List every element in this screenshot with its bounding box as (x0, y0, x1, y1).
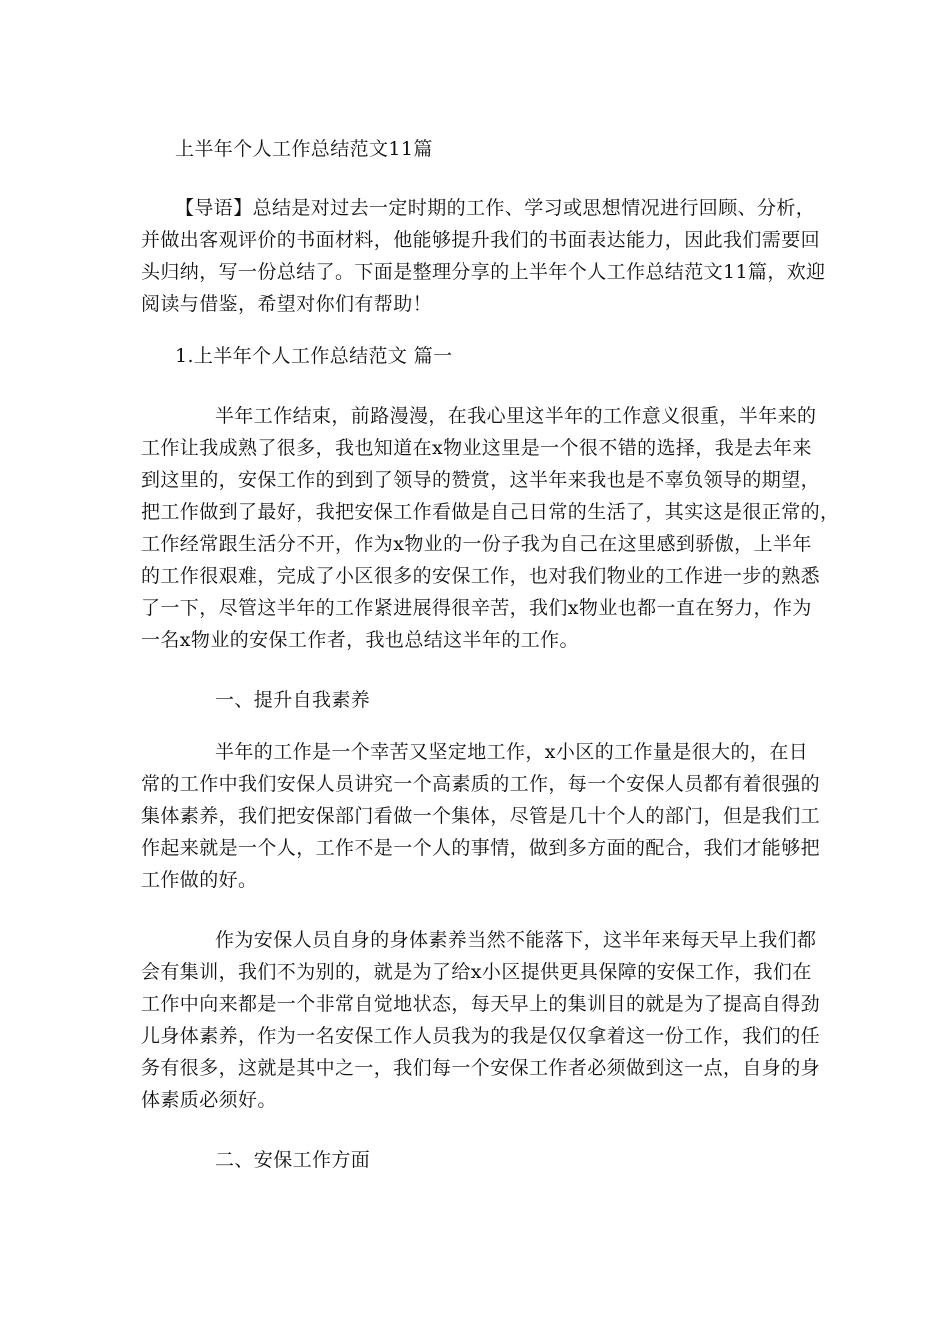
paragraph-3-line-2: 会有集训，我们不为别的，就是为了给x小区提供更具保障的安保工作，我们在 (141, 961, 812, 983)
paragraph-2-line-1: 半年的工作是一个幸苦又坚定地工作，x小区的工作量是很大的，在日 (215, 741, 809, 763)
subheading-2: 二、安保工作方面 (215, 1149, 371, 1171)
document-title: 上半年个人工作总结范文11篇 (175, 138, 433, 160)
paragraph-2-line-2: 常的工作中我们安保人员讲究一个高素质的工作，每一个安保人员都有着很强的 (141, 773, 821, 795)
paragraph-2-line-3: 集体素养，我们把安保部门看做一个集体，尽管是几十个人的部门，但是我们工 (141, 805, 821, 827)
paragraph-1-line-8: 一名x物业的安保工作者，我也总结这半年的工作。 (141, 629, 579, 651)
paragraph-2-line-5: 工作做的好。 (141, 869, 258, 891)
paragraph-1-line-3: 到这里的，安保工作的到到了领导的赞赏，这半年来我也是不辜负领导的期望， (141, 469, 821, 491)
intro-line-2: 并做出客观评价的书面材料，他能够提升我们的书面表达能力，因此我们需要回 (141, 229, 821, 251)
paragraph-1-line-2: 工作让我成熟了很多，我也知道在x物业这里是一个很不错的选择，我是去年来 (141, 437, 812, 459)
paragraph-1-line-7: 了一下，尽管这半年的工作紧进展得很辛苦，我们x物业也都一直在努力，作为 (141, 597, 812, 619)
intro-line-1: 【导语】总结是对过去一定时期的工作、学习或思想情况进行回顾、分析， (175, 197, 816, 219)
paragraph-1-line-4: 把工作做到了最好，我把安保工作看做是自己日常的生活了，其实这是很正常的， (141, 501, 840, 523)
intro-line-4: 阅读与借鉴，希望对你们有帮助！ (141, 293, 433, 315)
paragraph-3-line-1: 作为安保人员自身的身体素养当然不能落下，这半年来每天早上我们都 (215, 929, 817, 951)
paragraph-1-line-6: 的工作很艰难，完成了小区很多的安保工作，也对我们物业的工作进一步的熟悉 (141, 565, 821, 587)
intro-line-3: 头归纳，写一份总结了。下面是整理分享的上半年个人工作总结范文11篇，欢迎 (141, 261, 826, 283)
paragraph-3-line-3: 工作中向来都是一个非常自觉地状态，每天早上的集训目的就是为了提高自得劲 (141, 993, 821, 1015)
paragraph-1-line-5: 工作经常跟生活分不开，作为x物业的一份子我为自己在这里感到骄傲，上半年 (141, 533, 812, 555)
paragraph-1-line-1: 半年工作结束，前路漫漫，在我心里这半年的工作意义很重，半年来的 (215, 405, 817, 427)
subheading-1: 一、提升自我素养 (215, 689, 371, 711)
paragraph-3-line-5: 务有很多，这就是其中之一，我们每一个安保工作者必须做到这一点，自身的身 (141, 1057, 821, 1079)
paragraph-2-line-4: 作起来就是一个人，工作不是一个人的事情，做到多方面的配合，我们才能够把 (141, 837, 821, 859)
section-heading-1: 1.上半年个人工作总结范文 篇一 (175, 345, 453, 367)
paragraph-3-line-4: 儿身体素养，作为一名安保工作人员我为的我是仅仅拿着这一份工作，我们的任 (141, 1025, 821, 1047)
paragraph-3-line-6: 体素质必须好。 (141, 1089, 277, 1111)
